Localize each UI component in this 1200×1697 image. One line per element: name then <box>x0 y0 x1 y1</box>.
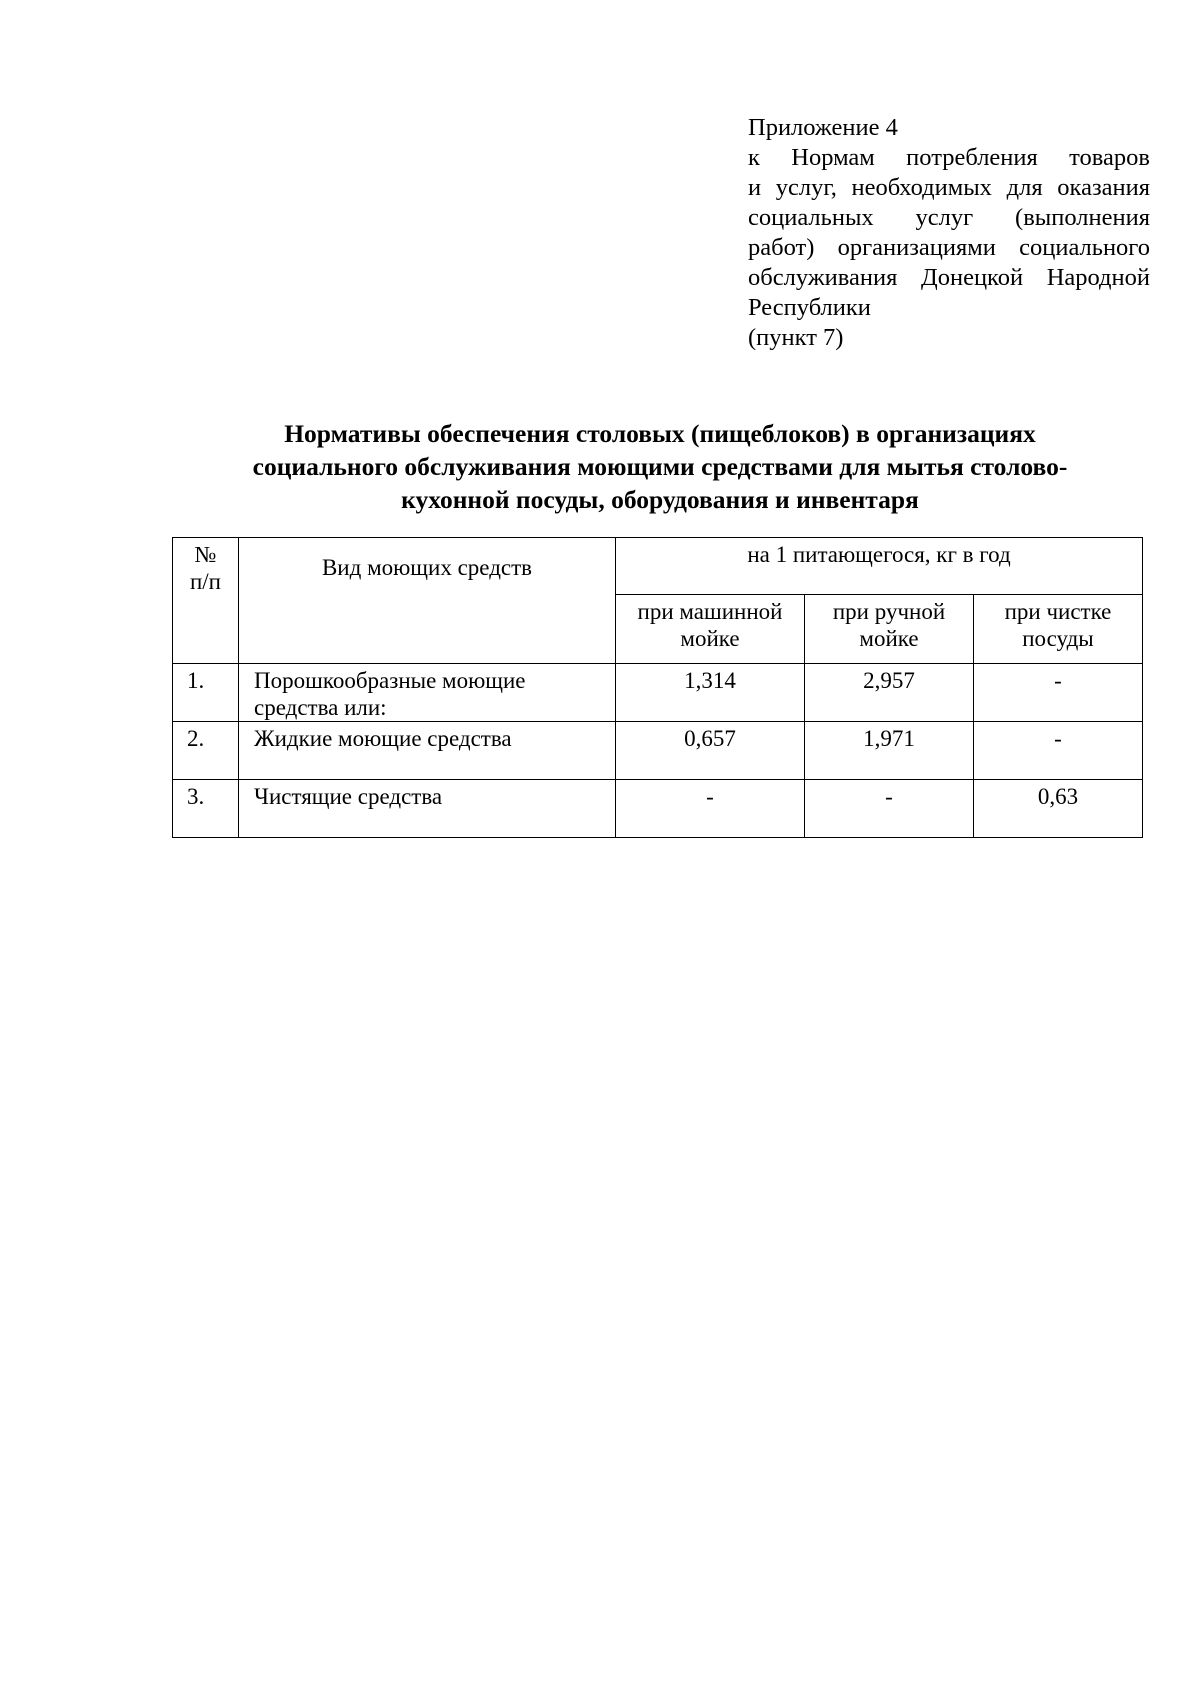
appendix-note <box>748 113 1150 353</box>
title-line: социального обслуживания моющими средствами для мытья столово- <box>252 452 1068 481</box>
table-row <box>173 722 1143 780</box>
document-title <box>150 417 1170 516</box>
row-hand: 1,971 <box>805 722 974 780</box>
table-row <box>173 780 1143 838</box>
appendix-line: и услуг, необходимых для оказания <box>748 174 1150 201</box>
row-hand: - <box>805 780 974 838</box>
table-header-row <box>173 538 1143 595</box>
appendix-line: к Нормам потребления товаров <box>748 144 1150 171</box>
appendix-line: работ) организациями социального <box>748 234 1150 261</box>
row-machine: - <box>616 780 805 838</box>
row-clean: - <box>974 722 1143 780</box>
appendix-line: Республики <box>748 294 871 321</box>
header-kind: Вид моющих средств <box>239 538 616 664</box>
row-machine: 0,657 <box>616 722 805 780</box>
appendix-line: Приложение 4 <box>748 114 898 141</box>
appendix-line: обслуживания Донецкой Народной <box>748 264 1150 291</box>
title-line: кухонной посуды, оборудования и инвентаря <box>401 485 919 514</box>
row-name: Чистящие средства <box>239 780 616 838</box>
header-group: на 1 питающегося, кг в год <box>616 538 1143 595</box>
header-clean: при чистке посуды <box>974 595 1143 664</box>
row-hand: 2,957 <box>805 664 974 722</box>
header-hand: при ручной мойке <box>805 595 974 664</box>
table-row <box>173 664 1143 722</box>
row-name: Порошкообразные моющие средства или: <box>239 664 616 722</box>
header-num: № п/п <box>173 538 239 664</box>
row-clean: - <box>974 664 1143 722</box>
row-num: 3. <box>173 780 239 838</box>
row-num: 1. <box>173 664 239 722</box>
row-clean: 0,63 <box>974 780 1143 838</box>
header-machine: при машинной мойке <box>616 595 805 664</box>
norms-table <box>172 537 1143 838</box>
appendix-line: (пункт 7) <box>748 324 844 351</box>
title-line: Нормативы обеспечения столовых (пищеблоков) в организациях <box>284 419 1036 448</box>
row-num: 2. <box>173 722 239 780</box>
row-name: Жидкие моющие средства <box>239 722 616 780</box>
row-machine: 1,314 <box>616 664 805 722</box>
appendix-line: социальных услуг (выполнения <box>748 204 1150 231</box>
